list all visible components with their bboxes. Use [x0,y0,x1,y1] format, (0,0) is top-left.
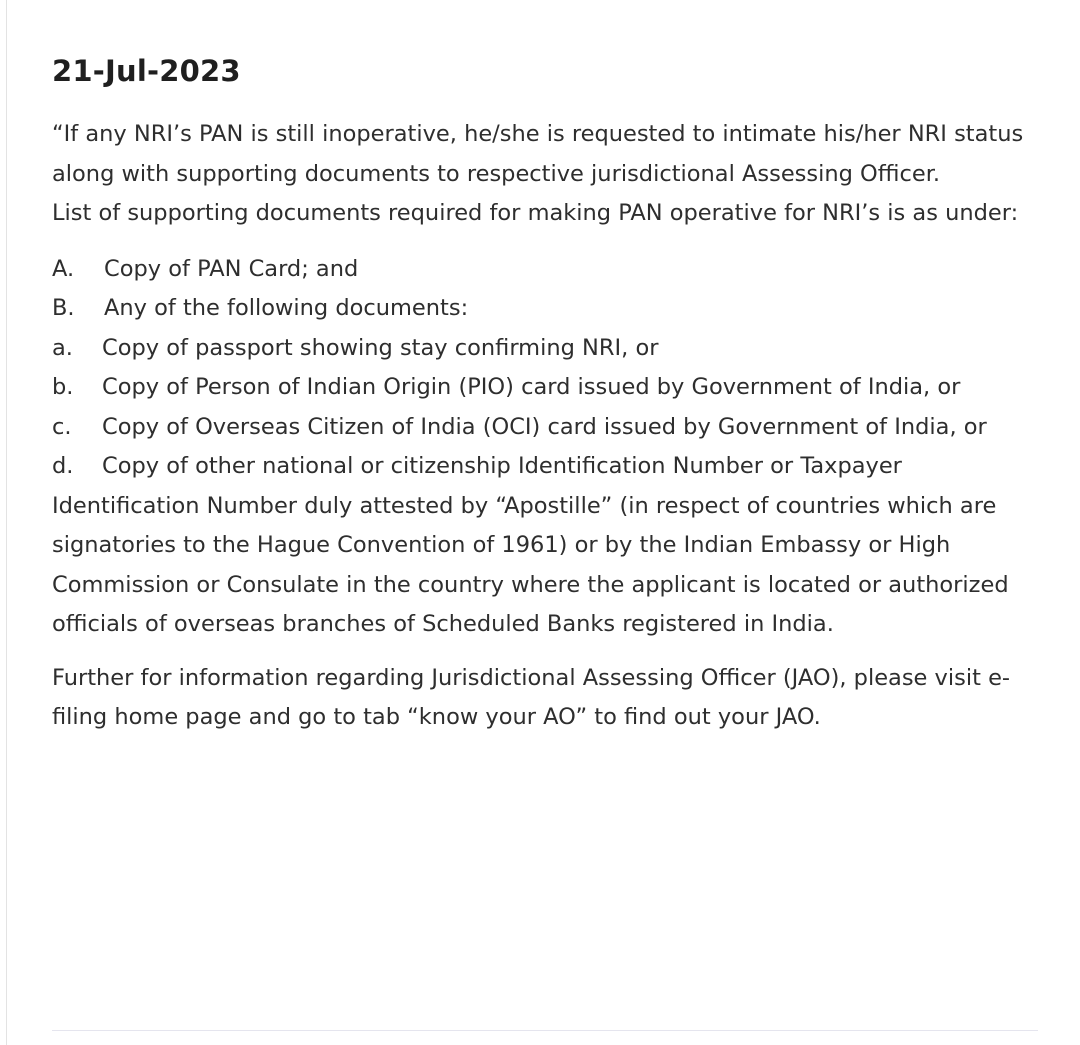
left-border [6,0,7,1045]
list-item-text: Copy of passport showing stay confirming NRI, or [102,334,659,361]
intro-paragraph: “If any NRI’s PAN is still inoperative, he/she is requested to intimate his/her NRI status along with supporting documents to respective jurisdictional Assessing Officer. [52,121,1024,187]
list-marker: c. [52,413,72,440]
list-item [52,329,1042,369]
list-item-text: Copy of other national or citizenship Identification Number or Taxpayer Identification Number duly attested by “Apostille” (in respect of countries which are signatories to the Hague Convention of 1961) or by the Indian Embassy or High Commission or Consulate in the country where the applicant is located or authorized officials of overseas branches of Scheduled Banks registered in India. [52,453,1009,637]
notice-date: 21-Jul-2023 [52,54,241,88]
list-item-text: Copy of Overseas Citizen of India (OCI) card issued by Government of India, or [102,413,987,440]
list-item-text: Copy of PAN Card; and [104,255,359,282]
list-item-text: Copy of Person of Indian Origin (PIO) card issued by Government of India, or [102,374,961,400]
notice-body [52,115,1042,738]
list-marker: B. [52,295,75,321]
list-item [52,250,1042,290]
list-marker: b. [52,374,74,400]
list-item [52,447,1042,645]
list-item [52,289,1042,329]
documents-list [52,250,1042,645]
list-marker: a. [52,334,73,361]
closing-paragraph: Further for information regarding Jurisdictional Assessing Officer (JAO), please visit e-filing home page and go to tab “know your AO” to find out your JAO. [52,664,1011,730]
list-item [52,368,1042,408]
list-marker: A. [52,255,75,282]
bottom-divider [52,1030,1038,1031]
list-marker: d. [52,453,74,479]
list-item-text: Any of the following documents: [104,295,469,321]
list-item [52,408,1042,448]
list-intro-paragraph: List of supporting documents required for making PAN operative for NRI’s is as under: [52,200,1019,226]
notice-card [52,0,1042,1045]
